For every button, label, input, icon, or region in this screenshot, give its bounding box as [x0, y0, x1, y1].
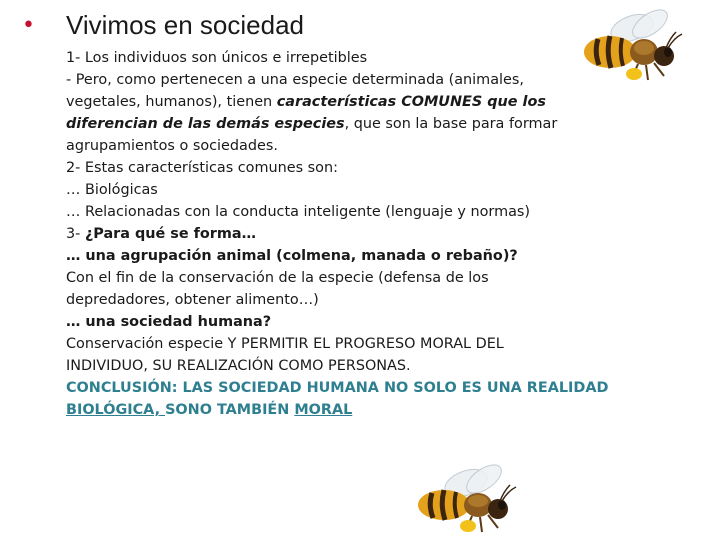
text-run: vegetales, humanos), tienen	[66, 94, 277, 110]
emphasis-text: características COMUNES que los	[276, 94, 546, 110]
emphasis-text: diferencian de las demás especies	[66, 116, 345, 132]
text-line: - Pero, como pertenecen a una especie determinada (animales,	[66, 72, 524, 88]
text-line: Con el fin de la conservación de la especie (defensa de los	[66, 270, 489, 286]
text-line: 1- Los individuos son únicos e irrepetibles	[66, 50, 368, 66]
slide-body	[66, 47, 716, 421]
conclusion-line: CONCLUSIÓN: LAS SOCIEDAD HUMANA NO SOLO ES UNA REALIDAD	[66, 380, 609, 396]
text-line	[66, 113, 716, 135]
underlined-text: MORAL	[294, 402, 353, 418]
text-line: Conservación especie Y PERMITIR EL PROGRESO MORAL DEL	[66, 336, 504, 352]
text-line: depredadores, obtener alimento…)	[66, 292, 319, 308]
text-run: 3-	[66, 226, 85, 242]
text-run: , que son la base para formar	[344, 116, 558, 132]
question-line: … una agrupación animal (colmena, manada o rebaño)?	[66, 248, 518, 264]
question-text: ¿Para qué se forma…	[84, 226, 256, 242]
conclusion-line	[66, 399, 716, 421]
bee-illustration	[574, 8, 694, 84]
text-line	[66, 91, 716, 113]
bee-illustration	[410, 463, 528, 535]
text-line: … Relacionadas con la conducta inteligente (lenguaje y normas)	[66, 204, 531, 220]
question-line: … una sociedad humana?	[66, 314, 272, 330]
text-line	[66, 223, 716, 245]
text-line: 2- Estas características comunes son:	[66, 160, 338, 176]
text-line: … Biológicas	[66, 182, 158, 198]
slide-title: Vivimos en sociedad	[66, 10, 304, 40]
underlined-text: BIOLÓGICA,	[66, 402, 166, 418]
text-run: SONO TAMBIÉN	[165, 402, 295, 418]
slide-bullet: •	[22, 13, 35, 38]
text-line: INDIVIDUO, SU REALIZACIÓN COMO PERSONAS.	[66, 358, 411, 374]
text-line: agrupamientos o sociedades.	[66, 138, 278, 154]
